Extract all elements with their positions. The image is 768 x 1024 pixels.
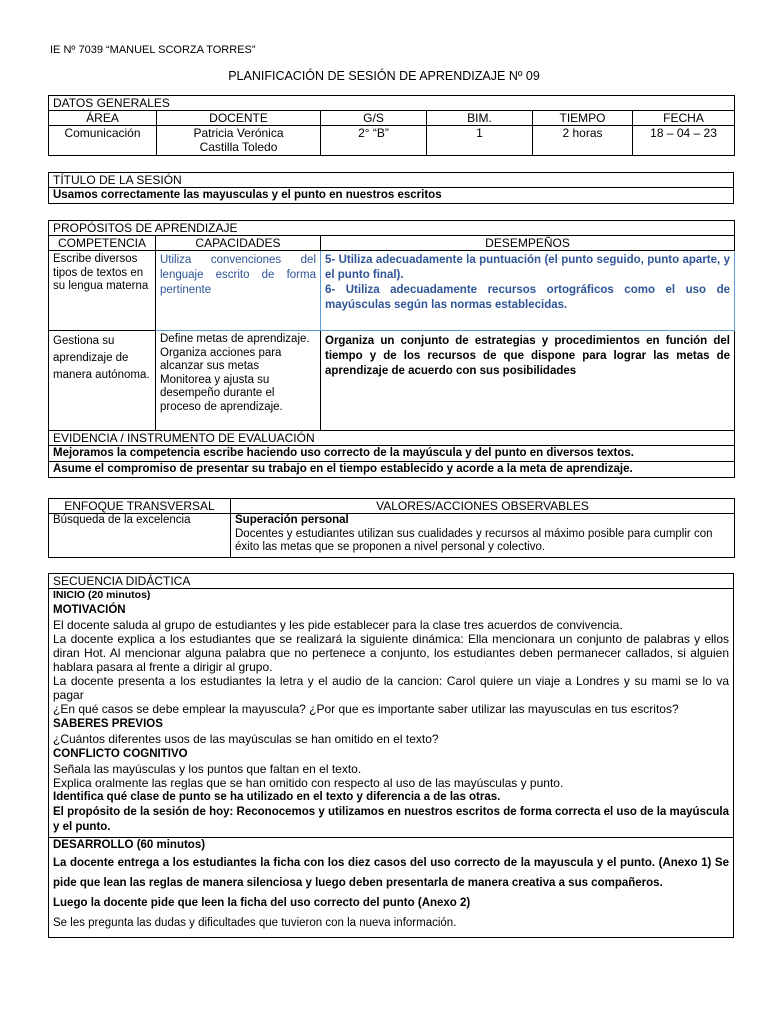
titulo-table	[48, 172, 734, 204]
docente-line-1: Patricia Verónica	[193, 126, 284, 140]
school-name: IE Nº 7039 “MANUEL SCORZA TORRES”	[50, 44, 256, 56]
desarrollo-p1: La docente entrega a los estudiantes la ficha con los diez casos del uso correcto de la mayuscula y el punto. (Anexo 1) Se pide que lean las reglas de manera silenciosa y luego deben presentarla de manera creativa a sus compañeros.	[53, 857, 729, 889]
desempeno-5: 5- Utiliza adecuadamente la puntuación (el punto seguido, punto aparte, y el punto final).	[325, 254, 730, 281]
evidencia-2: Asume el compromiso de presentar su trabajo en el tiempo establecido y acorde a la meta de aprendizaje.	[49, 462, 735, 478]
conflicto-label: CONFLICTO COGNITIVO	[53, 748, 188, 760]
col-gs: G/S	[321, 111, 427, 126]
capacidad-organiza: Organiza acciones para alcanzar sus metas	[160, 346, 282, 372]
desarrollo-p2: Luego la docente pide que leen la ficha del uso correcto del punto (Anexo 2)	[53, 897, 471, 909]
capacidad-convenciones: Utiliza convenciones del lenguaje escrito de forma pertinente	[156, 251, 321, 331]
capacidad-metas: Define metas de aprendizaje.	[160, 333, 310, 345]
col-desempenos: DESEMPEÑOS	[321, 236, 735, 251]
enfoque-value: Búsqueda de la excelencia	[49, 514, 231, 558]
area-value: Comunicación	[49, 126, 157, 156]
col-capacidades: CAPACIDADES	[156, 236, 321, 251]
col-fecha: FECHA	[633, 111, 735, 126]
bim-value: 1	[427, 126, 533, 156]
proposito-p9: El propósito de la sesión de hoy: Reconocemos y utilizamos en nuestros escritos de forma correcta el uso de la mayúscula y el punto.	[53, 806, 729, 833]
docente-value	[157, 126, 321, 156]
inicio-cell	[49, 589, 734, 838]
secuencia-table	[48, 573, 734, 938]
inicio-p1: El docente saluda al grupo de estudiantes y les pide establecer para la clase tres acuerdos de convivencia.	[53, 618, 623, 632]
saberes-p5: ¿Cuántos diferentes usos de las mayúsculas se han omitido en el texto?	[53, 732, 439, 746]
fecha-value: 18 – 04 – 23	[633, 126, 735, 156]
inicio-p3: La docente presenta a los estudiantes la letra y el audio de la cancion: Carol quiere un viaje a Londres y su mami se lo va pagar	[53, 674, 729, 702]
valor-title: Superación personal	[235, 514, 349, 526]
col-bim: BIM.	[427, 111, 533, 126]
evidencia-1: Mejoramos la competencia escribe haciendo uso correcto de la mayúscula y del punto en diversos textos.	[49, 446, 735, 462]
docente-line-2: Castilla Toledo	[199, 140, 278, 154]
motivacion-label: MOTIVACIÓN	[53, 604, 126, 616]
gs-value: 2° “B”	[321, 126, 427, 156]
col-competencia: COMPETENCIA	[49, 236, 156, 251]
titulo-value: Usamos correctamente las mayusculas y el punto en nuestros escritos	[49, 188, 734, 204]
desempeno-puntuacion	[321, 251, 735, 331]
col-area: ÁREA	[49, 111, 157, 126]
desarrollo-p3: Se les pregunta las dudas y dificultades que tuvieron con la nueva información.	[53, 917, 457, 929]
desempeno-6: 6- Utiliza adecuadamente recursos ortográficos como el uso de mayúsculas según las normas establecidas.	[325, 284, 730, 311]
inicio-label: INICIO (20 minutos)	[53, 589, 151, 601]
desempeno-estrategias: Organiza un conjunto de estrategias y procedimientos en función del tiempo y de los recursos de que dispone para lograr las metas de aprendizaje de acuerdo con sus posibilidades	[321, 331, 735, 431]
titulo-header: TÍTULO DE LA SESIÓN	[49, 173, 734, 188]
competencia-escribe: Escribe diversos tipos de textos en su lengua materna	[49, 251, 156, 331]
desarrollo-label: DESARROLLO (60 minutos)	[53, 839, 206, 851]
col-docente: DOCENTE	[157, 111, 321, 126]
competencia-gestiona: Gestiona su aprendizaje de manera autónoma.	[49, 331, 156, 431]
col-valores: VALORES/ACCIONES OBSERVABLES	[231, 499, 735, 514]
col-enfoque: ENFOQUE TRANSVERSAL	[49, 499, 231, 514]
document-title: PLANIFICACIÓN DE SESIÓN DE APRENDIZAJE Nº 09	[228, 69, 540, 83]
secuencia-header: SECUENCIA DIDÁCTICA	[49, 574, 734, 589]
inicio-p4: ¿En qué casos se debe emplear la mayuscula? ¿Por que es importante saber utilizar las mayusculas en tus escritos?	[53, 702, 679, 716]
inicio-p2: La docente explica a los estudiantes que se realizará la siguiente dinámica: Ella mencionara un conjunto de palabras y ellos diran Hot. Al mencionar alguna palabra que no pertenece a conjunto, los estudiantes deben permanecer callados, si alguien hablara pasara al frente a dirigir al grupo.	[53, 632, 729, 674]
datos-generales-table	[48, 95, 735, 156]
valor-text: Docentes y estudiantes utilizan sus cualidades y recursos al máximo posible para cumplir con éxito las metas que se proponen a nivel personal y colectivo.	[235, 527, 713, 553]
datos-generales-header: DATOS GENERALES	[49, 96, 735, 111]
valores-cell	[231, 514, 735, 558]
evidencia-header: EVIDENCIA / INSTRUMENTO DE EVALUACIÓN	[49, 431, 735, 446]
propositos-header: PROPÓSITOS DE APRENDIZAJE	[49, 221, 735, 236]
conflicto-p8: Identifica qué clase de punto se ha utilizado en el texto y diferencia a de las otras.	[53, 791, 501, 803]
conflicto-p7: Explica oralmente las reglas que se han omitido con respecto al uso de las mayúsculas y punto.	[53, 776, 564, 790]
desarrollo-cell	[49, 838, 734, 938]
tiempo-value: 2 horas	[533, 126, 633, 156]
col-tiempo: TIEMPO	[533, 111, 633, 126]
enfoque-table	[48, 498, 735, 558]
capacidad-monitorea: Monitorea y ajusta su desempeño durante el proceso de aprendizaje.	[160, 373, 283, 413]
saberes-label: SABERES PREVIOS	[53, 718, 163, 730]
capacidades-gestiona	[156, 331, 321, 431]
conflicto-p6: Señala las mayúsculas y los puntos que faltan en el texto.	[53, 762, 362, 776]
propositos-table	[48, 220, 735, 478]
